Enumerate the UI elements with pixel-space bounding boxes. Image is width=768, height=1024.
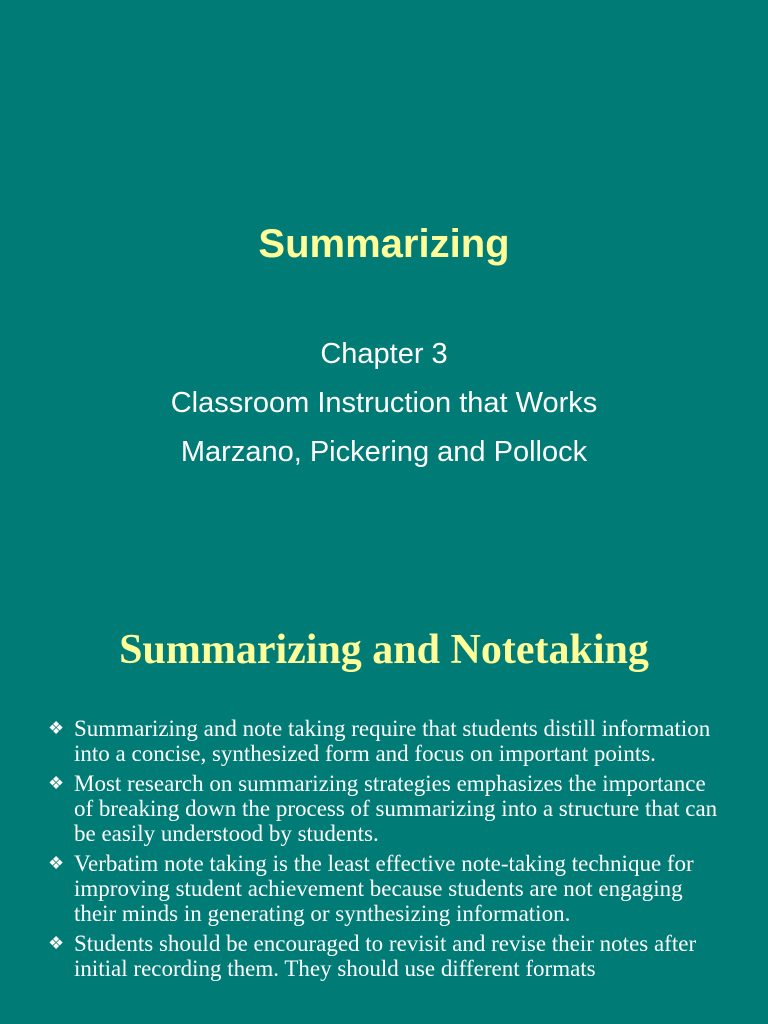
bullet-item bbox=[48, 931, 728, 981]
diamond-bullet-icon: ❖ bbox=[48, 853, 65, 873]
slide-title: Summarizing bbox=[258, 222, 510, 266]
bullet-text: Summarizing and note taking require that students distill information into a concise, synthesized form and focus on important points. bbox=[74, 716, 711, 766]
bullet-item bbox=[48, 851, 728, 926]
bullet-item bbox=[48, 716, 728, 766]
bullet-item bbox=[48, 771, 728, 846]
subtitle-line-chapter: Chapter 3 bbox=[320, 338, 448, 370]
diamond-bullet-icon: ❖ bbox=[48, 718, 65, 738]
slide-subtitle bbox=[0, 330, 768, 477]
diamond-bullet-icon: ❖ bbox=[48, 773, 65, 793]
subtitle-line-book: Classroom Instruction that Works bbox=[170, 387, 598, 419]
subtitle-line-authors: Marzano, Pickering and Pollock bbox=[180, 436, 588, 468]
bullet-text: Verbatim note taking is the least effective note-taking technique for improving student achievement because students are not engaging their minds in generating or synthesizing information. bbox=[74, 851, 694, 926]
content-slide bbox=[0, 576, 768, 1024]
diamond-bullet-icon: ❖ bbox=[48, 933, 65, 953]
slide-title: Summarizing and Notetaking bbox=[119, 627, 649, 673]
bullet-list bbox=[48, 716, 728, 986]
bullet-text: Most research on summarizing strategies emphasizes the importance of breaking down the process of summarizing into a structure that can be easily understood by students. bbox=[74, 771, 718, 846]
bullet-text: Students should be encouraged to revisit and revise their notes after initial recording them. They should use different formats bbox=[74, 931, 697, 981]
